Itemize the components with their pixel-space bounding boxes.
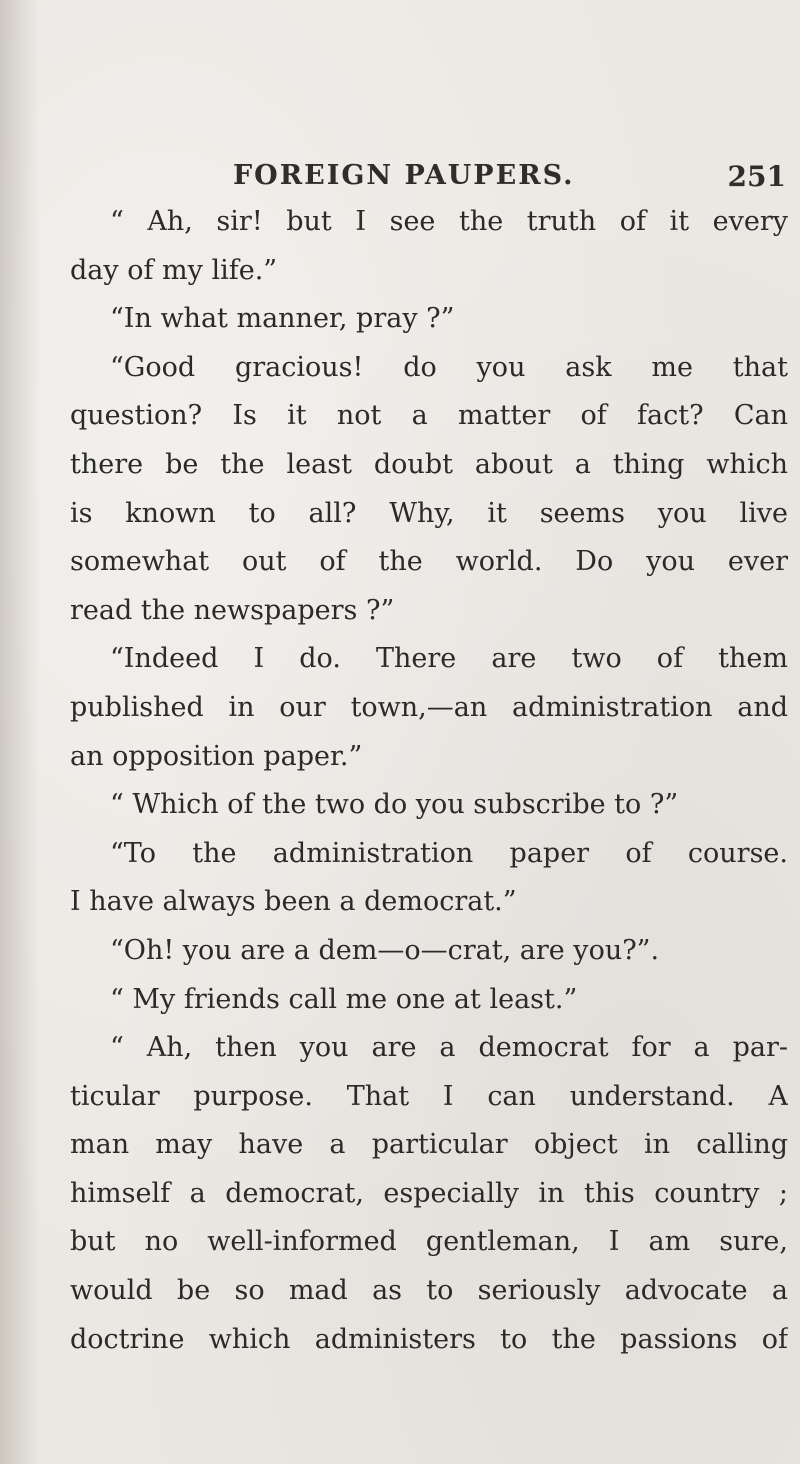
text-line: man may have a particular object in calling — [70, 1129, 788, 1161]
text-line: “Indeed I do. There are two of them — [110, 643, 788, 675]
body-text — [70, 198, 788, 1364]
text-line: “ Ah, then you are a democrat for a par- — [110, 1032, 788, 1064]
text-line: I have always been a democrat.” — [70, 886, 517, 918]
text-line: “In what manner, pray ?” — [110, 303, 455, 335]
text-line: doctrine which administers to the passions of — [70, 1323, 788, 1355]
text-line: himself a democrat, especially in this country ; — [70, 1177, 788, 1209]
page-edge-stain — [0, 0, 40, 1464]
text-line: question? Is it not a matter of fact? Can — [70, 400, 788, 432]
text-line: published in our town,—an administration and — [70, 691, 788, 723]
text-line: an opposition paper.” — [70, 740, 363, 772]
text-line: is known to all? Why, it seems you live — [70, 497, 788, 529]
text-line: somewhat out of the world. Do you ever — [70, 546, 788, 578]
text-line: “Oh! you are a dem—o—crat, are you?”. — [110, 934, 660, 966]
text-line: “To the administration paper of course. — [110, 837, 788, 869]
text-line: would be so mad as to seriously advocate a — [70, 1275, 788, 1307]
page-header — [0, 160, 800, 200]
running-head: FOREIGN PAUPERS. — [233, 160, 575, 191]
text-line: but no well-informed gentleman, I am sure, — [70, 1226, 788, 1258]
text-line: “ My friends call me one at least.” — [110, 983, 578, 1015]
page-number: 251 — [727, 160, 786, 193]
text-line: there be the least doubt about a thing which — [70, 448, 788, 480]
text-line: read the newspapers ?” — [70, 594, 395, 626]
text-line: “ Ah, sir! but I see the truth of it every — [110, 206, 788, 237]
text-line: ticular purpose. That I can understand. A — [70, 1080, 788, 1112]
text-line: “Good gracious! do you ask me that — [110, 351, 788, 383]
text-line: “ Which of the two do you subscribe to ?” — [110, 789, 679, 821]
text-line: day of my life.” — [70, 254, 278, 286]
